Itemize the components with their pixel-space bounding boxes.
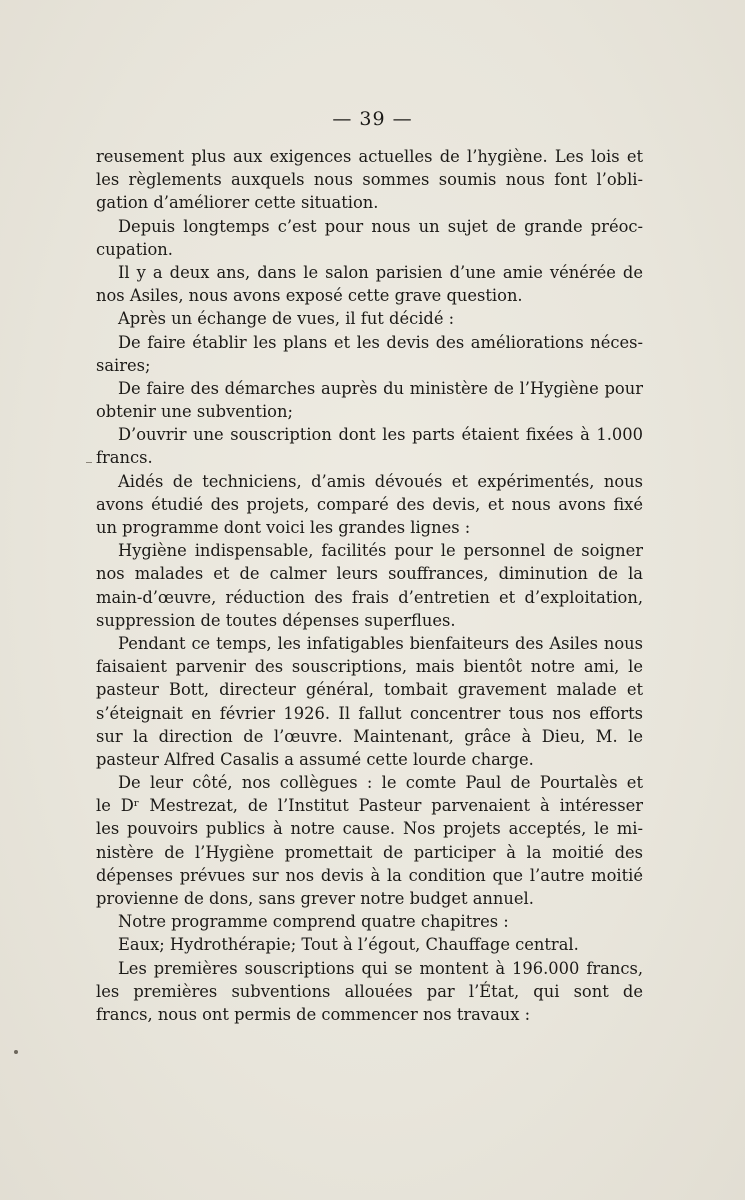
text-line: D’ouvrir une souscription dont les parts étaient fixées à 1.000: [118, 425, 643, 445]
text-line: reusement plus aux exigences actuelles de l’hygiène. Les lois et: [96, 147, 643, 166]
text-line: Les premières souscriptions qui se montent à 196.000 francs,: [118, 958, 643, 978]
text-line: Après un échange de vues, il fut décidé :: [118, 309, 455, 329]
text-line: suppression de toutes dépenses superflues.: [96, 610, 456, 630]
text-line: De leur côté, nos collègues : le comte Paul de Pourtalès et: [118, 773, 643, 793]
text-line: dépenses prévues sur nos devis à la condition que l’autre moitié: [96, 865, 643, 885]
text-line: Eaux; Hydrothérapie; Tout à l’égout, Chauffage central.: [118, 935, 579, 955]
text-line: gation d’améliorer cette situation.: [96, 193, 379, 213]
text-line: obtenir une subvention;: [96, 402, 293, 422]
text-line: Depuis longtemps c’est pour nous un sujet de grande préoc-: [118, 216, 643, 236]
text-line: nistère de l’Hygiène promettait de participer à la moitié des: [96, 842, 643, 862]
text-line: saires;: [96, 355, 151, 375]
page-number: — 39 —: [332, 108, 413, 130]
text-line: nos malades et de calmer leurs souffrances, diminution de la: [96, 564, 643, 584]
margin-dash-mark: [86, 462, 92, 463]
text-line: Notre programme comprend quatre chapitres :: [118, 912, 509, 932]
text-line: le Dʳ Mestrezat, de l’Institut Pasteur parvenaient à intéresser: [96, 796, 643, 816]
margin-dot-mark: [14, 1050, 18, 1054]
text-line: francs.: [96, 448, 153, 468]
body-text: [96, 145, 643, 1026]
text-line: les règlements auxquels nous sommes soumis nous font l’obli-: [96, 170, 643, 190]
text-line: francs, nous ont permis de commencer nos travaux :: [96, 1004, 531, 1024]
text-line: cupation.: [96, 239, 173, 259]
text-line: pasteur Alfred Casalis a assumé cette lourde charge.: [96, 749, 534, 769]
text-line: avons étudié des projets, comparé des devis, et nous avons fixé: [96, 494, 643, 514]
text-line: De faire des démarches auprès du ministère de l’Hygiène pour: [118, 378, 643, 398]
text-line: Pendant ce temps, les infatigables bienfaiteurs des Asiles nous: [118, 633, 643, 653]
text-line: s’éteignait en février 1926. Il fallut concentrer tous nos efforts: [96, 703, 643, 723]
text-line: les pouvoirs publics à notre cause. Nos projets acceptés, le mi-: [96, 819, 643, 839]
text-line: De faire établir les plans et les devis des améliorations néces-: [118, 332, 643, 352]
text-line: provienne de dons, sans grever notre budget annuel.: [96, 889, 534, 908]
text-line: sur la direction de l’œuvre. Maintenant, grâce à Dieu, M. le: [96, 726, 643, 746]
text-line: pasteur Bott, directeur général, tombait gravement malade et: [96, 680, 643, 700]
text-line: Aidés de techniciens, d’amis dévoués et expérimentés, nous: [118, 471, 643, 491]
text-line: Il y a deux ans, dans le salon parisien d’une amie vénérée de: [118, 262, 643, 282]
text-line: nos Asiles, nous avons exposé cette grave question.: [96, 286, 523, 306]
text-line: faisaient parvenir des souscriptions, mais bientôt notre ami, le: [96, 657, 643, 677]
text-line: Hygiène indispensable, facilités pour le personnel de soigner: [118, 541, 643, 561]
text-line: main-d’œuvre, réduction des frais d’entretien et d’exploitation,: [96, 587, 643, 607]
text-line: les premières subventions allouées par l’État, qui sont de: [96, 981, 643, 1001]
text-line: un programme dont voici les grandes lignes :: [96, 518, 471, 537]
